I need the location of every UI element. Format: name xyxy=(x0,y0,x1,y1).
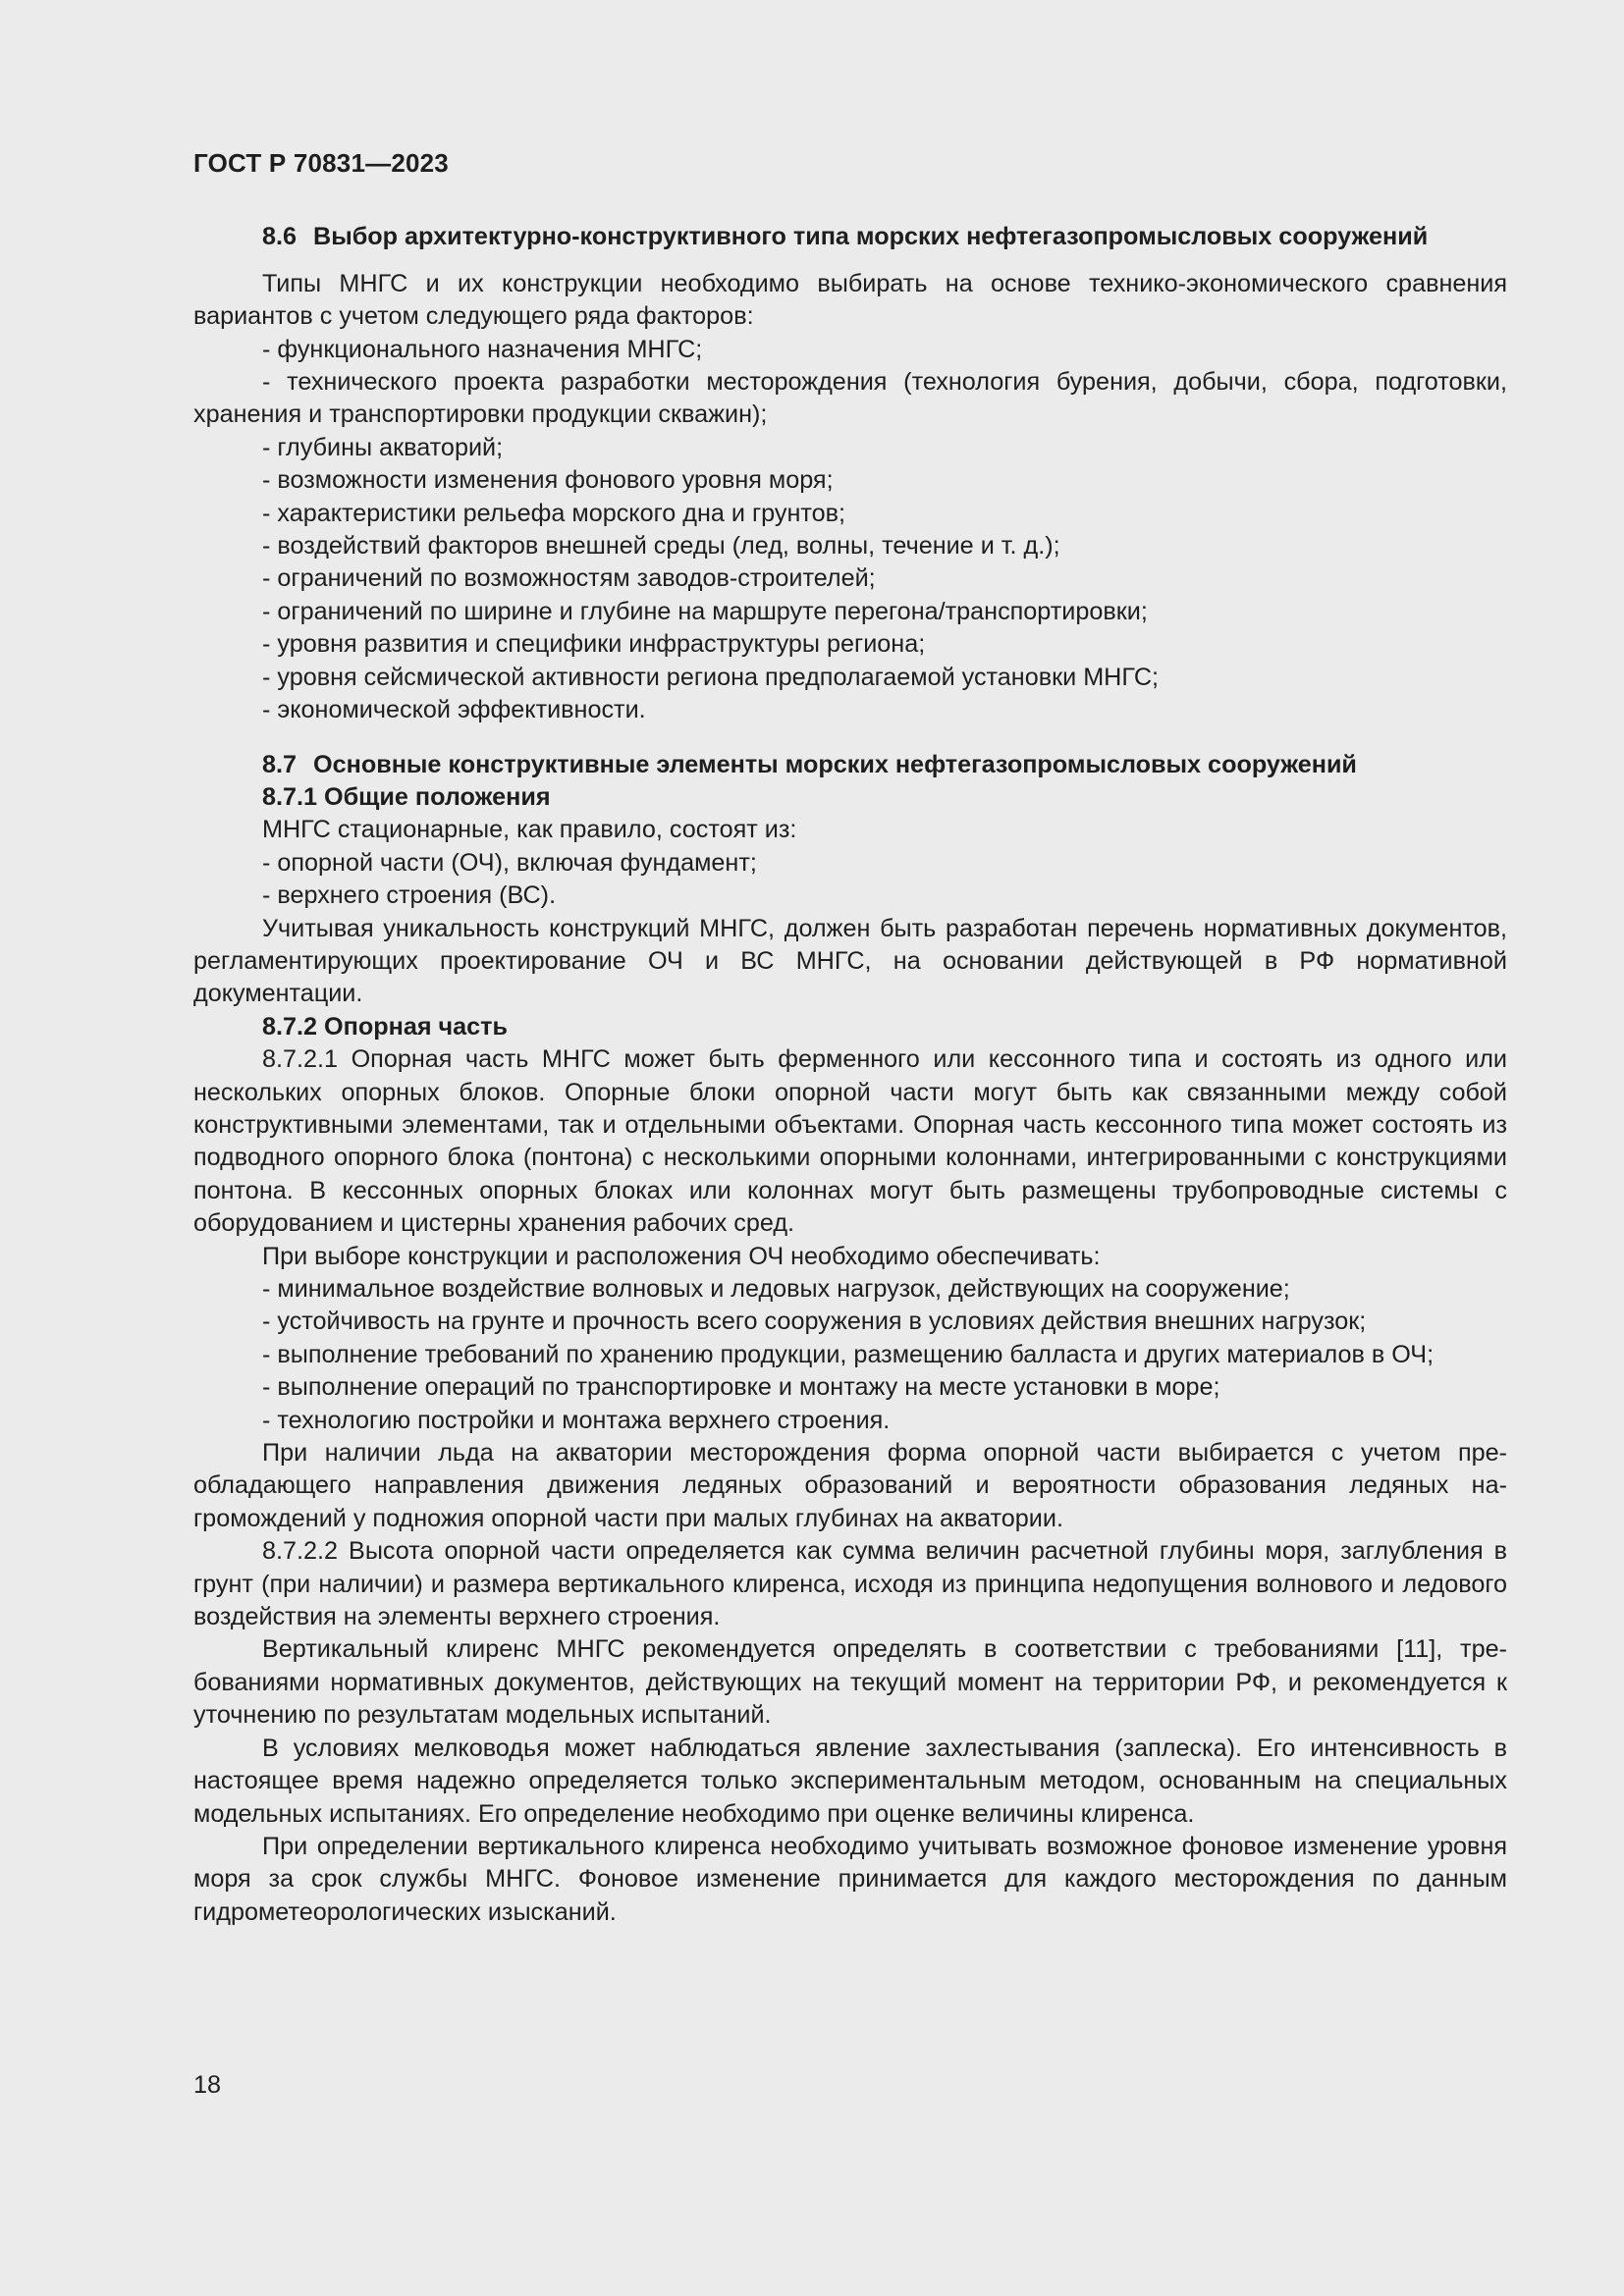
paragraph-sea-level-change: При определении вертикального клиренса необходимо учитывать возможное фоновое изменение уровня моря за срок службы МНГС. Фоновое изменение принимается для каждого месторождения по данным гидрометеорологических изысканий. xyxy=(193,1832,1507,1926)
paragraph-shallow-water: В условиях мелководья может наблюдаться явление захлестывания (заплеска). Его интенсивность в настоящее время надежно определяется только экспериментальным методом, основанным на специальных модельных испытаниях. Его определение необходимо при оценке величины клиренса. xyxy=(193,1734,1507,1828)
section-8-7-1-closing: Учитывая уникальность конструкций МНГС, должен быть разработан перечень нормативных документов, регламентирующих проектирование ОЧ и ВС МНГС, на основании действующей в РФ нормативной документации. xyxy=(193,914,1507,1008)
list-item: - опорной части (ОЧ), включая фундамент; xyxy=(262,848,757,877)
list-item: - воздействий факторов внешней среды (лед, волны, течение и т. д.); xyxy=(262,532,1060,561)
list-item: - верхнего строения (ВС). xyxy=(262,881,557,910)
paragraph-8-7-2-2: 8.7.2.2 Высота опорной части определяется как сумма величин расчетной глубины моря, заглубления в грунт (при наличии) и размера вертикального клиренса, исходя из принципа недопущения волнового и ледового воздействия на элементы верхнего строения. xyxy=(193,1537,1507,1631)
section-8-7-2-heading xyxy=(193,1011,1507,1043)
section-number: 8.7.2 xyxy=(262,1012,318,1041)
paragraph-ice-conditions: При наличии льда на акватории месторождения форма опорной части выбирается с учетом преобладающего направления движения ледяных образований и вероятности образования ледяных нагромождений у подножия опорной части при малых глубинах на акватории. xyxy=(193,1439,1507,1532)
section-8-6-intro: Типы МНГС и их конструкции необходимо выбирать на основе технико-экономического сравнения вариантов с учетом следующего ряда факторов: xyxy=(193,269,1507,331)
list-item: - характеристики рельефа морского дна и грунтов; xyxy=(262,499,845,527)
list-item: - минимальное воздействие волновых и ледовых нагрузок, действующих на сооружение; xyxy=(262,1275,1290,1303)
list-item: - ограничений по ширине и глубине на маршруте перегона/транспортировки; xyxy=(262,597,1148,625)
section-title: Опорная часть xyxy=(324,1012,508,1041)
section-8-6-heading xyxy=(193,221,1507,253)
section-8-7-1-intro: МНГС стационарные, как правило, состоят из: xyxy=(262,816,797,844)
list-item: - технического проекта разработки месторождения (технология бурения, добычи, сбора, подготовки, хранения и транспортировки продукции скважин); xyxy=(193,368,1507,429)
list-item: - уровня сейсмической активности региона предполагаемой установки МНГС; xyxy=(262,663,1160,691)
document-code-header: ГОСТ Р 70831—2023 xyxy=(193,148,449,178)
list-item: - устойчивость на грунте и прочность всего сооружения в условиях действия внешних нагрузок; xyxy=(262,1308,1367,1336)
paragraph-vertical-clearance: Вертикальный клиренс МНГС рекомендуется определять в соответствии с требованиями [11], требованиями нормативных документов, действующих на текущий момент на территории РФ, и рекомендуется к уточнению по результатам модельных испытаний. xyxy=(193,1635,1507,1730)
document-page xyxy=(193,147,1507,1929)
section-number: 8.7.1 xyxy=(262,782,318,811)
list-item: - функционального назначения МНГС; xyxy=(262,335,703,363)
list-item: - возможности изменения фонового уровня моря; xyxy=(262,466,834,495)
list-item: - технологию постройки и монтажа верхнего строения. xyxy=(262,1406,891,1434)
list-item: - ограничений по возможностям заводов-строителей; xyxy=(262,564,876,593)
section-number: 8.6 xyxy=(262,223,298,251)
list-item: - уровня развития и специфики инфраструктуры региона; xyxy=(262,630,926,659)
list-item: - выполнение требований по хранению продукции, размещению балласта и других материалов в ОЧ; xyxy=(262,1340,1435,1368)
list-item: - глубины акваторий; xyxy=(262,433,504,461)
section-title: Выбор архитектурно-конструктивного типа морских нефтегазопромысловых сооружений xyxy=(313,223,1429,251)
section-8-7-heading xyxy=(193,749,1507,781)
section-title: Основные конструктивные элементы морских нефтегазопромысловых сооружений xyxy=(313,750,1357,778)
paragraph-8-7-2-1: 8.7.2.1 Опорная часть МНГС может быть ферменного или кессонного типа и состоять из одного или нескольких опорных блоков. Опорные блоки опорной части могут быть как связанными между собой конструктивными элементами, так и отдельными объектами. Опорная часть кессонного типа может состоять из подводного опорного блока (понтона) с несколькими опорными колоннами, интегрированными с конструкциями понтона. В кессонных опорных блоках или колоннах могут быть размещены трубопроводные системы с оборудованием и цистерны хранения рабочих сред. xyxy=(193,1045,1507,1238)
list-item: - экономической эффективности. xyxy=(262,696,646,724)
page-number: 18 xyxy=(193,2071,222,2099)
list-item: - выполнение операций по транспортировке и монтажу на месте установки в море; xyxy=(262,1373,1220,1402)
section-8-7-1-heading xyxy=(193,781,1507,814)
paragraph-requirements-intro: При выборе конструкции и расположения ОЧ необходимо обеспечивать: xyxy=(262,1242,1101,1270)
section-number: 8.7 xyxy=(262,750,298,778)
section-title: Общие положения xyxy=(324,782,551,811)
